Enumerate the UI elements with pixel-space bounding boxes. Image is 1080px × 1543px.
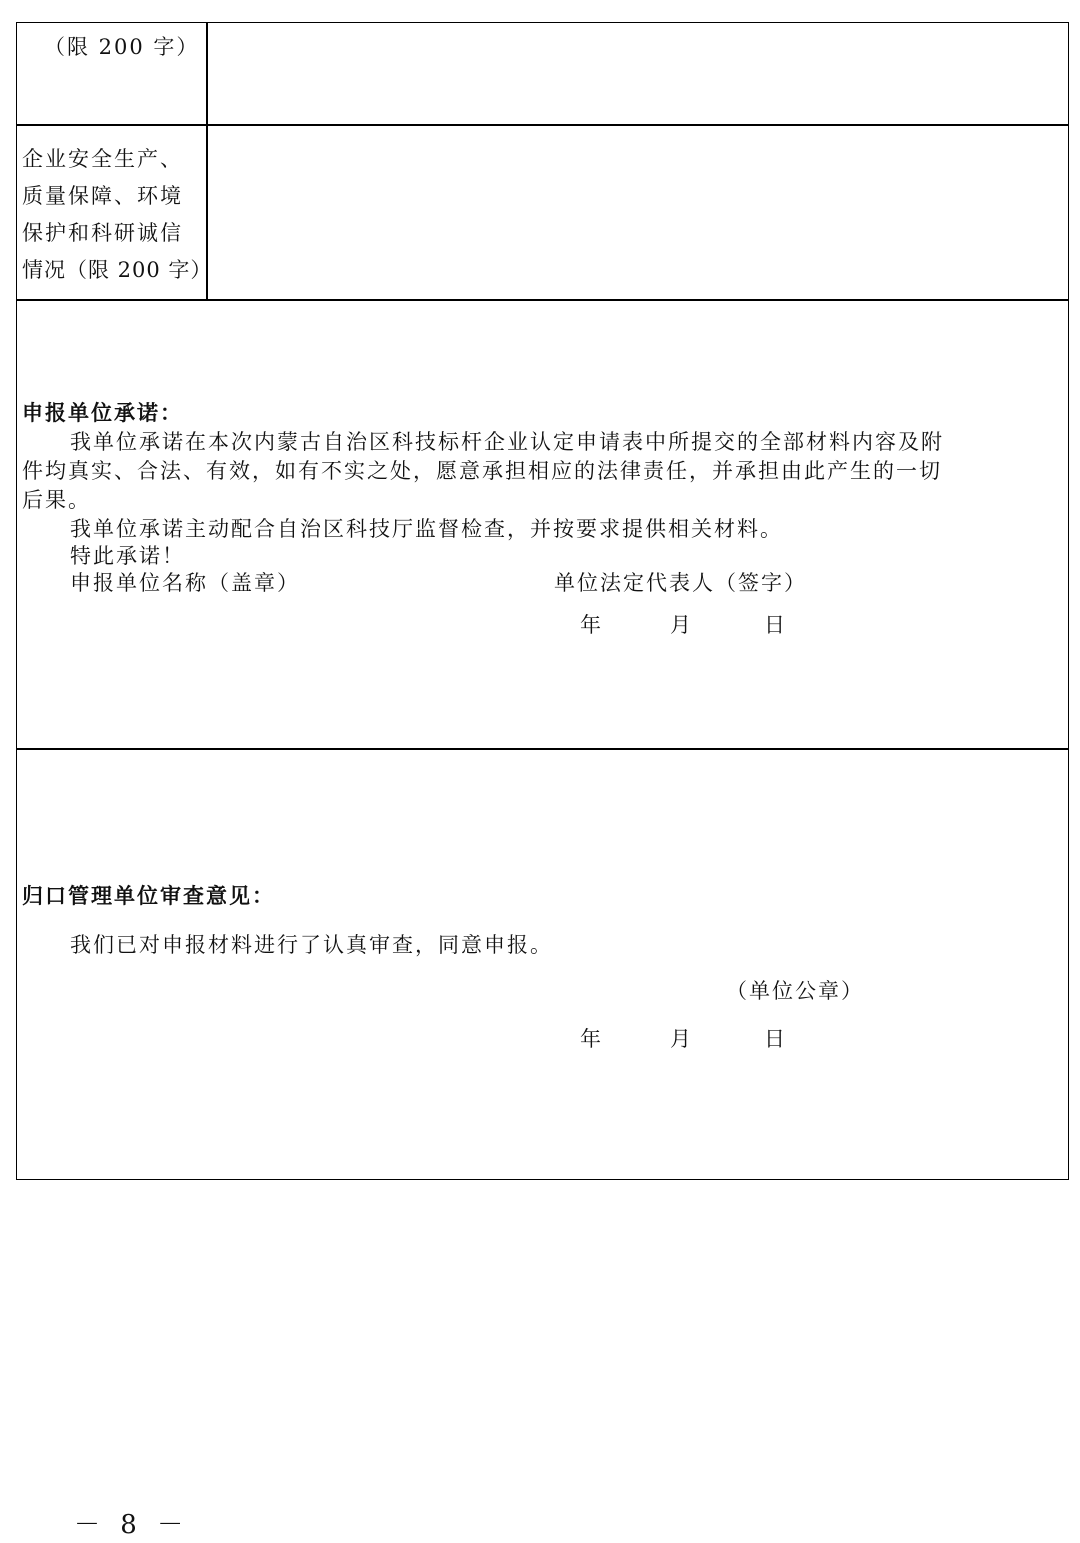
- review-date-month: 月: [670, 1027, 693, 1051]
- commitment-date-month: 月: [670, 613, 693, 637]
- unit-name-seal-label: 申报单位名称（盖章）: [70, 571, 300, 595]
- commitment-paragraph-line: 后果。: [22, 488, 91, 512]
- row2-label-line: 情况（限 200 字）: [22, 258, 213, 282]
- commitment-paragraph-line: 件均真实、合法、有效，如有不实之处，愿意承担相应的法律责任，并承担由此产生的一切: [22, 459, 942, 483]
- commitment-paragraph-line: 我单位承诺在本次内蒙古自治区科技标杆企业认定申请表中所提交的全部材料内容及附: [70, 430, 944, 454]
- row1-content-field[interactable]: [208, 24, 1066, 123]
- commitment-heading: 申报单位承诺：: [22, 400, 183, 425]
- row-divider-3: [16, 748, 1069, 750]
- row2-label-line: 质量保障、环境: [22, 184, 183, 208]
- commitment-closing: 特此承诺！: [70, 544, 185, 568]
- row2-label-line: 企业安全生产、: [22, 147, 183, 171]
- row-divider-2: [16, 299, 1069, 301]
- page-number: － 8 －: [74, 1510, 190, 1540]
- commitment-date-day: 日: [764, 613, 787, 637]
- review-date-day: 日: [764, 1027, 787, 1051]
- commitment-supervision-text: 我单位承诺主动配合自治区科技厅监督检查，并按要求提供相关材料。: [70, 517, 783, 541]
- review-opinion: 我们已对申报材料进行了认真审查，同意申报。: [70, 933, 553, 957]
- review-date-year: 年: [580, 1027, 603, 1051]
- row2-content-field[interactable]: [208, 126, 1066, 298]
- legal-representative-signature-label: 单位法定代表人（签字）: [554, 571, 807, 595]
- review-seal-label: （单位公章）: [726, 979, 864, 1003]
- row2-label-line: 保护和科研诚信: [22, 221, 183, 245]
- row1-label: （限 200 字）: [44, 35, 200, 59]
- review-heading: 归口管理单位审查意见：: [22, 883, 275, 908]
- commitment-date-year: 年: [580, 613, 603, 637]
